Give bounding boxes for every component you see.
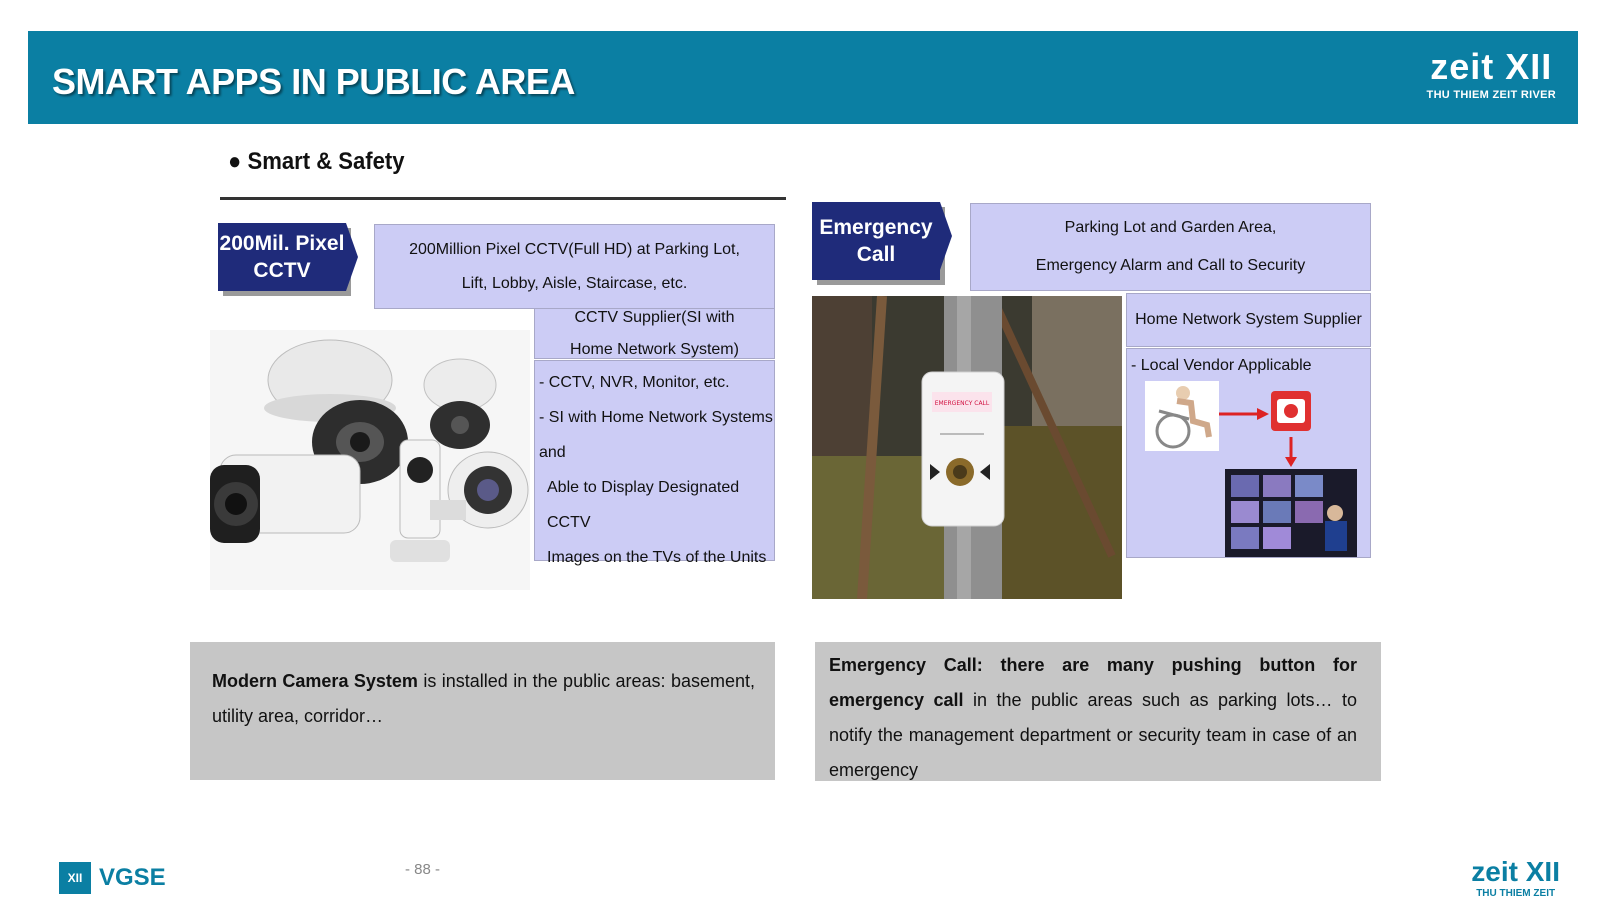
emergency-caption-bold1: Emergency Call: there are many pushing button for [829,655,1357,675]
wheelchair-user-icon [1145,381,1219,451]
emergency-call-photo [812,296,1122,599]
cctv-caption [190,642,775,780]
vgse-logo [59,862,166,894]
zeit-footer-logo-word: zeit XII [1471,856,1560,887]
vgse-brand-text: VGSE [99,864,166,891]
emergency-caption-text: in the public areas such as parking lots… to notify the management department or security team in case of an emergency [829,690,1357,780]
cctv-tag [218,223,346,291]
cctv-supplier [534,308,775,359]
arrow-down-icon [1284,437,1298,467]
cctv-feature-4: Images on the TVs of the Units [547,549,767,566]
emergency-supplier-text: Home Network System Supplier [1135,311,1362,328]
cctv-description [374,224,775,309]
cctv-tag-line2: CCTV [253,259,311,282]
zeit-logo-word: zeit XII [1430,46,1553,87]
emergency-description [970,203,1371,291]
cctv-caption-bold: Modern Camera System [212,671,418,691]
cctv-supplier-line1: CCTV Supplier(SI with [574,308,735,326]
emergency-panel-label: EMERGENCY CALL [934,400,990,407]
emergency-desc-line1: Parking Lot and Garden Area, [1064,219,1277,236]
zeit-logo [1426,46,1556,101]
section-divider [220,197,786,200]
emergency-vendor-panel [1126,348,1371,558]
cctv-desc-line2: Lift, Lobby, Aisle, Staircase, etc. [461,274,688,292]
cctv-tag-line1: 200Mil. Pixel [219,232,345,255]
section-title: ● Smart & Safety [228,148,405,175]
zeit-footer-logo-subtitle: THU THIEM ZEIT [1476,888,1556,899]
cctv-feature-3: Able to Display Designated CCTV [547,479,740,531]
emergency-caption-bold2: emergency call [829,690,964,710]
emergency-vendor-text: - Local Vendor Applicable [1131,357,1312,374]
emergency-desc-line2: Emergency Alarm and Call to Security [1035,257,1306,274]
page-number: - 88 - [405,861,441,878]
cctv-caption-text: is installed in the public areas: basement, utility area, corridor… [212,671,755,726]
page-title: SMART APPS IN PUBLIC AREA [52,61,575,102]
emergency-caption [815,642,1381,781]
arrow-right-icon [1219,407,1269,421]
emergency-supplier [1126,293,1371,347]
cctv-cameras-image [210,330,530,590]
zeit-logo-subtitle: THU THIEM ZEIT RIVER [1426,89,1556,101]
security-monitor-room-image [1225,469,1357,557]
emergency-tag-line2: Call [856,243,896,266]
cctv-features [534,360,775,566]
cctv-desc-line1: 200Million Pixel CCTV(Full HD) at Parking Lot, [409,240,740,258]
zeit-footer-logo [1471,858,1560,899]
vgse-mark-icon: XII [59,862,91,894]
cctv-supplier-line2: Home Network System) [570,340,739,358]
cctv-feature-2: - SI with Home Network Systems and [539,409,773,461]
cctv-feature-1: - CCTV, NVR, Monitor, etc. [539,374,730,391]
emergency-tag [812,202,940,280]
alarm-button-icon [1269,389,1313,433]
header-banner [28,31,1578,124]
emergency-tag-line1: Emergency [819,216,933,239]
